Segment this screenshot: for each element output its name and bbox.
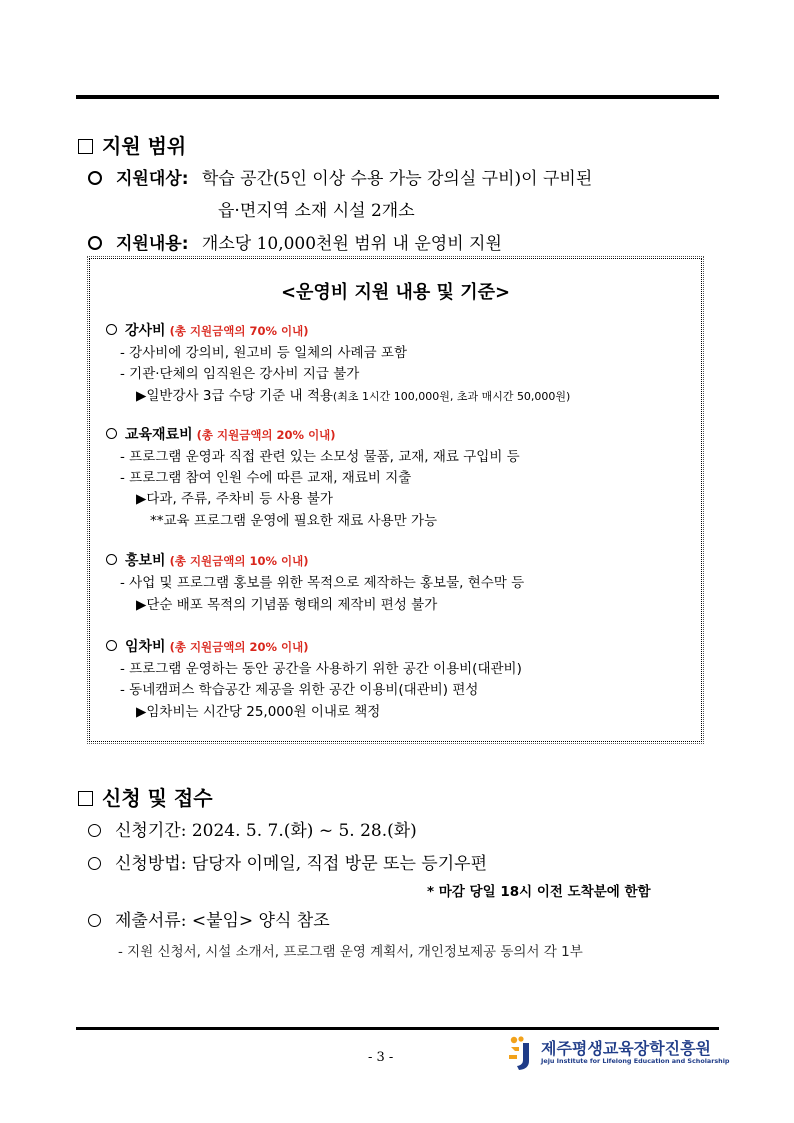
circle-bullet-icon <box>88 236 102 250</box>
criteria-panel <box>89 258 702 742</box>
org-name-ko: 제주평생교육장학진흥원 <box>541 1039 712 1058</box>
criteria-note: ▶단순 배포 목적의 기념품 형태의 제작비 편성 불가 <box>136 597 438 613</box>
deadline-note: * 마감 당일 18시 이전 도착분에 한함 <box>427 884 651 900</box>
limit-badge: (총 지원금액의 20% 이내) <box>169 640 309 654</box>
application-documents-detail: - 지원 신청서, 시설 소개서, 프로그램 운영 계획서, 개인정보제공 동의서 각 1부 <box>118 944 583 960</box>
support-content-text: 개소당 10,000천원 범위 내 운영비 지원 <box>201 234 502 254</box>
criteria-note: ▶다과, 주류, 주차비 등 사용 불가 <box>136 491 333 507</box>
criteria-item-promotion: 홍보비 (총 지원금액의 10% 이내) <box>106 550 309 570</box>
circle-bullet-icon <box>88 171 102 185</box>
support-content-label: 지원내용: <box>116 234 189 254</box>
criteria-note-detail: **교육 프로그램 운영에 필요한 재료 사용만 가능 <box>150 513 438 529</box>
criteria-line: - 프로그램 운영과 직접 관련 있는 소모성 물품, 교재, 재료 구입비 등 <box>120 449 520 465</box>
criteria-item-materials: 교육재료비 (총 지원금액의 20% 이내) <box>106 424 336 444</box>
limit-badge: (총 지원금액의 70% 이내) <box>169 324 309 338</box>
square-bullet-icon <box>78 139 93 154</box>
limit-badge: (총 지원금액의 10% 이내) <box>169 554 309 568</box>
limit-badge: (총 지원금액의 20% 이내) <box>196 428 336 442</box>
org-logo <box>505 1035 730 1071</box>
support-target-text: 학습 공간(5인 이상 수용 가능 강의실 구비)이 구비된 <box>201 169 593 189</box>
circle-bullet-icon <box>88 914 101 927</box>
criteria-item-instructor: 강사비 (총 지원금액의 70% 이내) <box>106 320 309 340</box>
ring-bullet-icon <box>106 554 117 565</box>
section-title-application: 신청 및 접수 <box>78 782 213 811</box>
criteria-line: - 동네캠퍼스 학습공간 제공을 위한 공간 이용비(대관비) 편성 <box>120 682 479 698</box>
org-logo-icon <box>505 1035 537 1071</box>
support-target-label: 지원대상: <box>116 169 189 189</box>
criteria-line: - 프로그램 참여 인원 수에 따른 교재, 재료비 지출 <box>120 470 412 486</box>
ring-bullet-icon <box>106 640 117 651</box>
page-number: - 3 - <box>368 1050 394 1065</box>
application-period-row: 신청기간: 2024. 5. 7.(화) ~ 5. 28.(화) <box>88 816 417 841</box>
circle-bullet-icon <box>88 824 101 837</box>
application-method-row: 신청방법: 담당자 이메일, 직접 방문 또는 등기우편 <box>88 849 487 874</box>
criteria-line: - 강사비에 강의비, 원고비 등 일체의 사례금 포함 <box>120 345 407 361</box>
support-target-row <box>88 164 592 189</box>
support-content-row <box>88 229 502 254</box>
ring-bullet-icon <box>106 428 117 439</box>
ring-bullet-icon <box>106 324 117 335</box>
criteria-line: - 사업 및 프로그램 홍보를 위한 목적으로 제작하는 홍보물, 현수막 등 <box>120 575 525 591</box>
criteria-panel-title: <운영비 지원 내용 및 기준> <box>280 282 511 303</box>
application-documents-row: 제출서류: <붙임> 양식 참조 <box>88 906 330 931</box>
criteria-note: ▶임차비는 시간당 25,000원 이내로 책정 <box>136 704 381 720</box>
criteria-line: - 프로그램 운영하는 동안 공간을 사용하기 위한 공간 이용비(대관비) <box>120 661 522 677</box>
circle-bullet-icon <box>88 857 101 870</box>
section-title-support-scope: 지원 범위 <box>78 130 186 159</box>
square-bullet-icon <box>78 791 93 806</box>
criteria-item-rental: 임차비 (총 지원금액의 20% 이내) <box>106 636 309 656</box>
support-target-text-line2: 읍·면지역 소재 시설 2개소 <box>218 201 415 221</box>
criteria-line: - 기관·단체의 임직원은 강사비 지급 불가 <box>120 366 360 382</box>
footer-rule <box>76 1027 719 1030</box>
org-name-en: Jeju Institute for Lifelong Education and Scholarship <box>541 1057 730 1065</box>
criteria-note: ▶일반강사 3급 수당 기준 내 적용(최초 1시간 100,000원, 초과 매시간 50,000원) <box>136 388 571 404</box>
header-rule <box>76 95 719 99</box>
